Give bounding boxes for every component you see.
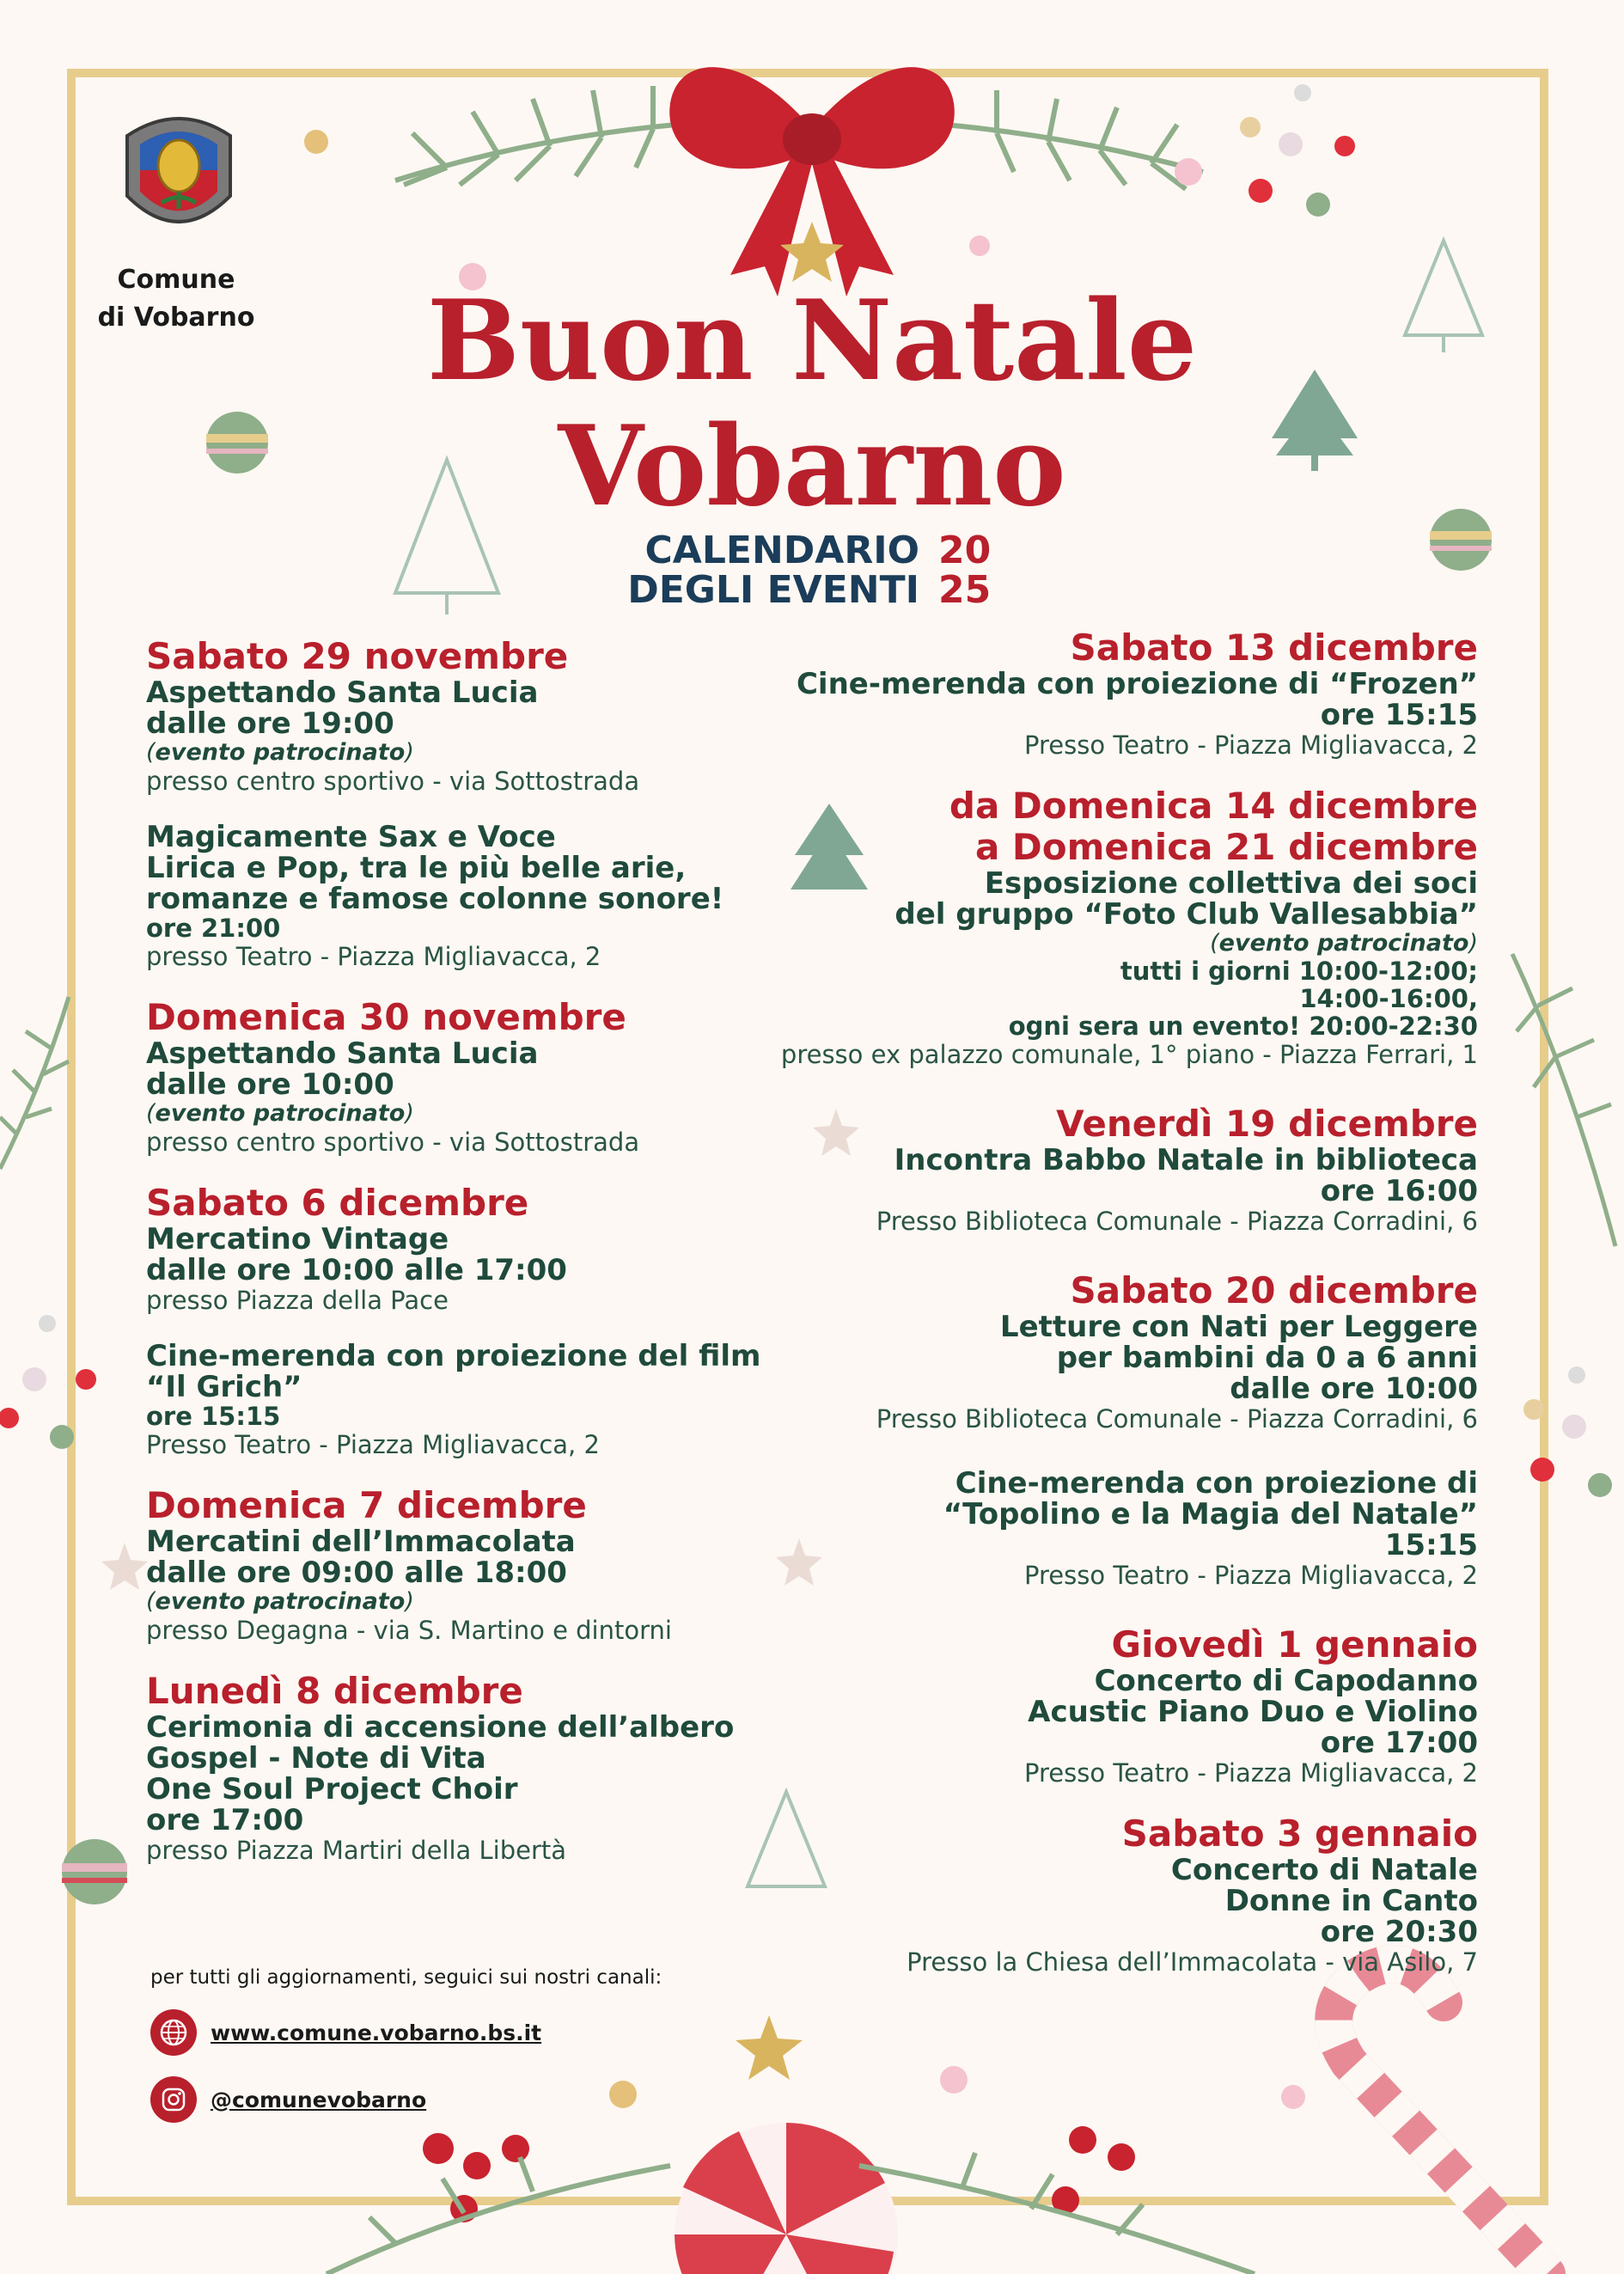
year-part-2: 25 — [938, 568, 992, 612]
event-line: per bambini da 0 a 6 anni — [1056, 1341, 1478, 1375]
event-line: “Topolino e la Magia del Natale” — [943, 1497, 1478, 1531]
event-date: Venerdì 19 dicembre — [1056, 1103, 1478, 1145]
instagram-icon — [150, 2076, 197, 2123]
dot-icon — [39, 1315, 56, 1332]
left-events-column — [146, 636, 799, 1891]
dot-icon — [1175, 158, 1202, 186]
event-line: dalle ore 10:00 alle 17:00 — [146, 1253, 567, 1287]
event-note: (evento patrocinato) — [146, 1100, 414, 1127]
event-item — [705, 1624, 1478, 1788]
event-place: Presso Teatro - Piazza Migliavacca, 2 — [1024, 730, 1478, 760]
event-line: Cine-merenda con proiezione di “Frozen” — [796, 667, 1478, 701]
event-place: presso Piazza Martiri della Libertà — [146, 1836, 567, 1865]
event-place: presso centro sportivo - via Sottostrada — [146, 767, 640, 796]
event-item — [146, 1183, 799, 1315]
event-item — [705, 786, 1478, 1069]
main-title-line-2: Vobarno — [558, 402, 1066, 531]
right-events-column — [705, 627, 1478, 2002]
event-hours: ogni sera un evento! 20:00-22:30 — [1008, 1012, 1478, 1041]
event-line: del gruppo “Foto Club Vallesabbia” — [894, 897, 1478, 932]
event-place: presso Piazza della Pace — [146, 1286, 449, 1315]
calendar-line-2: DEGLI EVENTI — [627, 568, 919, 612]
event-line: Lirica e Pop, tra le più belle arie, — [146, 851, 687, 885]
event-line: dalle ore 19:00 — [146, 706, 394, 741]
event-place: Presso Biblioteca Comunale - Piazza Corradini, 6 — [876, 1404, 1478, 1433]
event-item — [705, 1468, 1478, 1590]
event-line: 15:15 — [1384, 1528, 1478, 1562]
event-line: Cine-merenda con proiezione del film — [146, 1339, 761, 1373]
event-date-end: a Domenica 21 dicembre — [974, 826, 1478, 868]
dot-icon — [0, 1408, 19, 1428]
event-place: Presso Biblioteca Comunale - Piazza Corradini, 6 — [876, 1207, 1478, 1236]
dot-icon — [76, 1369, 96, 1390]
event-hours: tutti i giorni 10:00-12:00; — [1120, 957, 1478, 986]
event-line: Gospel - Note di Vita — [146, 1741, 486, 1776]
event-line: ore 16:00 — [1320, 1174, 1478, 1208]
event-date: Giovedì 1 gennaio — [1111, 1623, 1478, 1666]
event-hours: 14:00-16:00, — [1299, 984, 1478, 1013]
event-item — [146, 636, 799, 796]
event-line: dalle ore 10:00 — [146, 1067, 394, 1102]
event-line: ore 20:30 — [1320, 1915, 1478, 1949]
dot-icon — [1306, 193, 1330, 217]
dot-icon — [1294, 84, 1311, 101]
event-line: Aspettando Santa Lucia — [146, 675, 539, 710]
event-date: Sabato 20 dicembre — [1070, 1269, 1478, 1311]
dot-icon — [1249, 179, 1273, 203]
candy-cane-icon — [1334, 1964, 1547, 2274]
dot-icon — [1530, 1458, 1554, 1482]
dot-icon — [304, 130, 328, 154]
event-line: Cerimonia di accensione dell’albero — [146, 1710, 735, 1745]
event-line: Concerto di Natale — [1170, 1853, 1478, 1887]
dot-icon — [1523, 1399, 1544, 1420]
dot-icon — [1281, 2085, 1305, 2109]
dot-icon — [50, 1425, 74, 1449]
pine-branch-right-icon — [1512, 954, 1615, 1246]
website-row[interactable] — [150, 2009, 662, 2056]
event-place: presso Teatro - Piazza Migliavacca, 2 — [146, 942, 601, 971]
event-line: Donne in Canto — [1224, 1884, 1478, 1918]
dot-icon — [22, 1367, 46, 1391]
website-link[interactable]: www.comune.vobarno.bs.it — [211, 2020, 542, 2045]
event-item — [705, 627, 1478, 760]
event-line: Letture con Nati per Leggere — [999, 1310, 1478, 1344]
event-place: Presso Teatro - Piazza Migliavacca, 2 — [1024, 1561, 1478, 1590]
event-line: Esposizione collettiva dei soci — [984, 866, 1478, 901]
event-place: Presso Teatro - Piazza Migliavacca, 2 — [146, 1430, 600, 1459]
event-line: Incontra Babbo Natale in biblioteca — [894, 1143, 1478, 1177]
event-line: Mercatini dell’Immacolata — [146, 1525, 576, 1559]
dot-icon — [1334, 136, 1355, 156]
peppermint-candy-icon — [675, 2123, 898, 2274]
calendar-line-1: CALENDARIO — [644, 529, 919, 572]
event-date: Domenica 30 novembre — [146, 996, 626, 1038]
municipality-line-2: di Vobarno — [97, 303, 255, 333]
event-line: ore 17:00 — [146, 1803, 304, 1837]
year-part-1: 20 — [938, 529, 992, 572]
event-line: romanze e famose colonne sonore! — [146, 882, 724, 916]
event-date: Sabato 13 dicembre — [1070, 627, 1478, 669]
instagram-row[interactable] — [150, 2076, 662, 2123]
event-item — [146, 1671, 799, 1865]
event-date: Domenica 7 dicembre — [146, 1484, 587, 1526]
ornament-ball-icon — [62, 1839, 127, 1904]
event-line: Mercatino Vintage — [146, 1222, 449, 1256]
dot-icon — [1562, 1415, 1586, 1439]
event-line: One Soul Project Choir — [146, 1772, 518, 1806]
calendar-heading — [601, 531, 1048, 610]
main-title-line-1: Buon Natale — [426, 277, 1198, 406]
event-note: (evento patrocinato) — [1210, 930, 1478, 957]
social-note: per tutti gli aggiornamenti, seguici sui nostri canali: — [150, 1966, 662, 1989]
event-date: Sabato 29 novembre — [146, 635, 569, 677]
event-place: Presso Teatro - Piazza Migliavacca, 2 — [1024, 1758, 1478, 1788]
pine-branch-left-icon — [0, 997, 69, 1169]
coat-of-arms-logo — [110, 101, 247, 248]
social-section — [150, 1966, 662, 2123]
event-line: ore 17:00 — [1320, 1726, 1478, 1760]
event-place: presso Degagna - via S. Martino e dintorni — [146, 1616, 672, 1645]
dot-icon — [1588, 1473, 1612, 1497]
dot-icon — [940, 2066, 968, 2094]
instagram-link[interactable]: @comunevobarno — [211, 2087, 427, 2112]
event-item — [705, 1270, 1478, 1433]
event-date: Sabato 6 dicembre — [146, 1182, 529, 1224]
event-note: (evento patrocinato) — [146, 739, 414, 766]
dot-icon — [1240, 117, 1261, 138]
event-time: ore 15:15 — [146, 1402, 281, 1431]
event-place: presso ex palazzo comunale, 1° piano - Piazza Ferrari, 1 — [780, 1040, 1478, 1069]
event-line: Acustic Piano Duo e Violino — [1028, 1695, 1478, 1729]
event-line: “Il Grich” — [146, 1370, 302, 1404]
event-item — [705, 1103, 1478, 1236]
event-item — [146, 997, 799, 1157]
event-item — [146, 1485, 799, 1645]
event-date: da Domenica 14 dicembre — [949, 785, 1478, 827]
event-line: Magicamente Sax e Voce — [146, 820, 556, 854]
dot-icon — [1279, 132, 1303, 156]
star-icon — [736, 2015, 803, 2080]
event-item — [146, 822, 799, 971]
event-note: (evento patrocinato) — [146, 1588, 414, 1615]
event-time: ore 21:00 — [146, 914, 281, 943]
event-line: dalle ore 09:00 alle 18:00 — [146, 1556, 567, 1590]
star-icon — [101, 1543, 148, 1590]
dot-icon — [1568, 1366, 1585, 1384]
municipality-line-1: Comune — [117, 265, 235, 295]
event-place: Presso la Chiesa dell’Immacolata - via Asilo, 7 — [907, 1947, 1478, 1977]
event-line: ore 15:15 — [1320, 698, 1478, 732]
event-line: Cine-merenda con proiezione di — [955, 1466, 1478, 1501]
event-date: Lunedì 8 dicembre — [146, 1670, 523, 1712]
event-item — [705, 1813, 1478, 1977]
event-line: dalle ore 10:00 — [1230, 1372, 1478, 1406]
event-place: presso centro sportivo - via Sottostrada — [146, 1128, 640, 1157]
event-line: Concerto di Capodanno — [1094, 1664, 1478, 1698]
dot-icon — [969, 235, 990, 256]
event-item — [146, 1341, 799, 1459]
globe-icon — [150, 2009, 197, 2056]
event-line: Aspettando Santa Lucia — [146, 1036, 539, 1071]
event-date: Sabato 3 gennaio — [1121, 1812, 1478, 1855]
